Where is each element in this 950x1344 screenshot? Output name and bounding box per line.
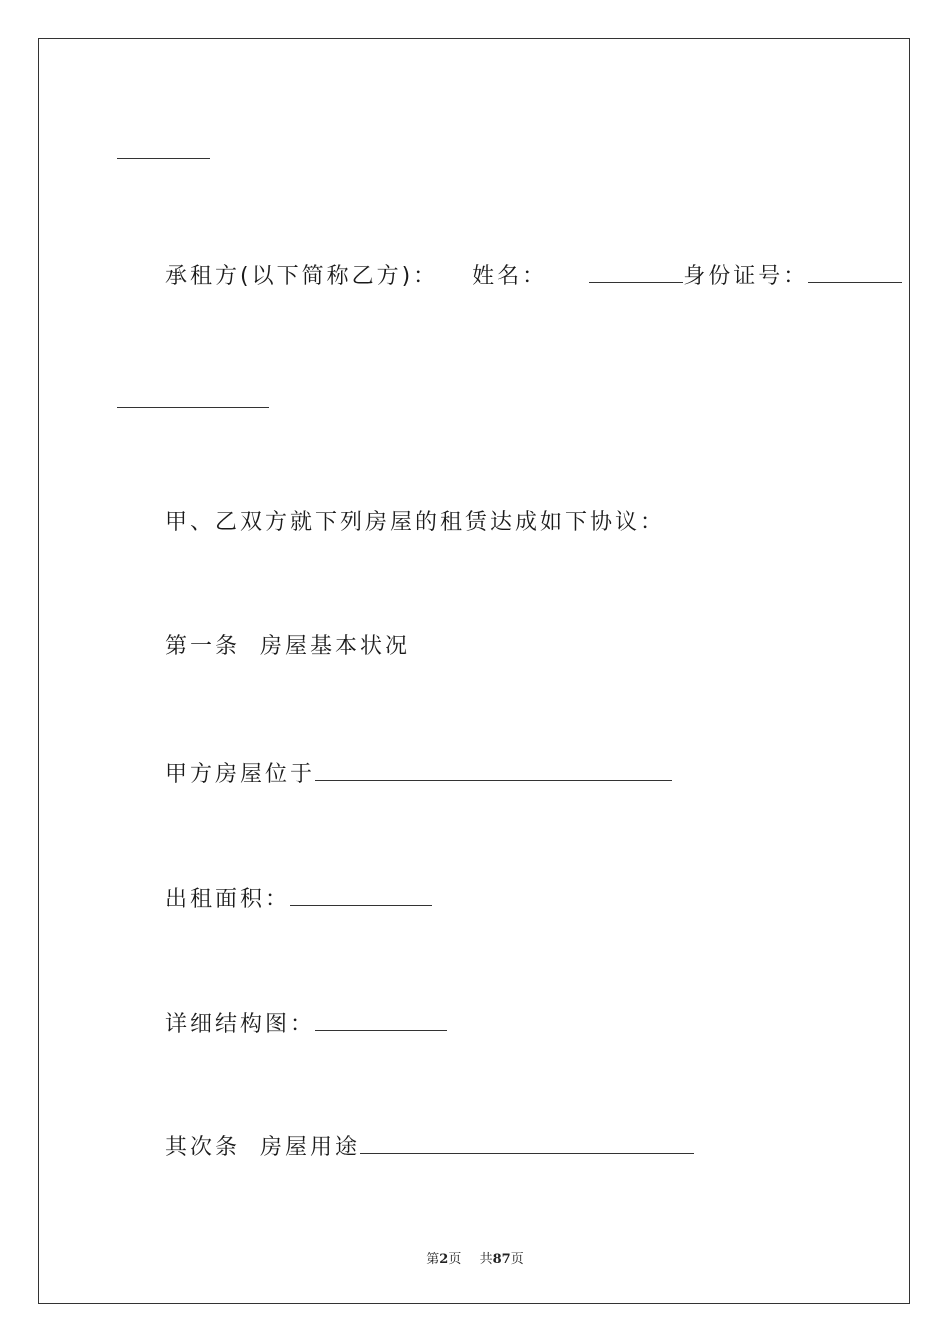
area-blank bbox=[290, 883, 432, 906]
page-footer bbox=[0, 1248, 950, 1267]
lessee-label: 承租方(以下简称乙方)： bbox=[165, 264, 439, 289]
agreement-intro: 甲、乙双方就下列房屋的租赁达成如下协议： bbox=[165, 510, 666, 535]
article-2-line bbox=[165, 1131, 694, 1163]
id-blank bbox=[808, 260, 902, 283]
total-suffix: 页 bbox=[510, 1252, 524, 1267]
structure-label: 详细结构图： bbox=[165, 1012, 316, 1037]
id-blank-continued bbox=[117, 407, 269, 408]
lessee-line bbox=[165, 260, 902, 292]
id-label: 身份证号： bbox=[683, 264, 809, 289]
total-pages: 87 bbox=[492, 1252, 511, 1267]
area-line bbox=[165, 883, 432, 915]
page-number: 2 bbox=[439, 1252, 449, 1267]
article-1-title: 第一条 房屋基本状况 bbox=[165, 634, 410, 659]
name-label: 姓名： bbox=[472, 264, 548, 289]
article-2-title: 其次条 房屋用途 bbox=[165, 1135, 360, 1160]
page-prefix: 第 bbox=[426, 1252, 440, 1267]
structure-line bbox=[165, 1008, 447, 1040]
structure-blank bbox=[315, 1008, 447, 1031]
blank-line-top bbox=[117, 158, 210, 159]
page-border bbox=[38, 38, 910, 1304]
area-label: 出租面积： bbox=[165, 887, 291, 912]
usage-blank bbox=[360, 1131, 694, 1154]
location-label: 甲方房屋位于 bbox=[165, 762, 316, 787]
total-prefix: 共 bbox=[479, 1252, 493, 1267]
page-suffix: 页 bbox=[448, 1252, 462, 1267]
location-blank bbox=[315, 758, 672, 781]
location-line bbox=[165, 758, 672, 790]
name-blank bbox=[589, 260, 683, 283]
